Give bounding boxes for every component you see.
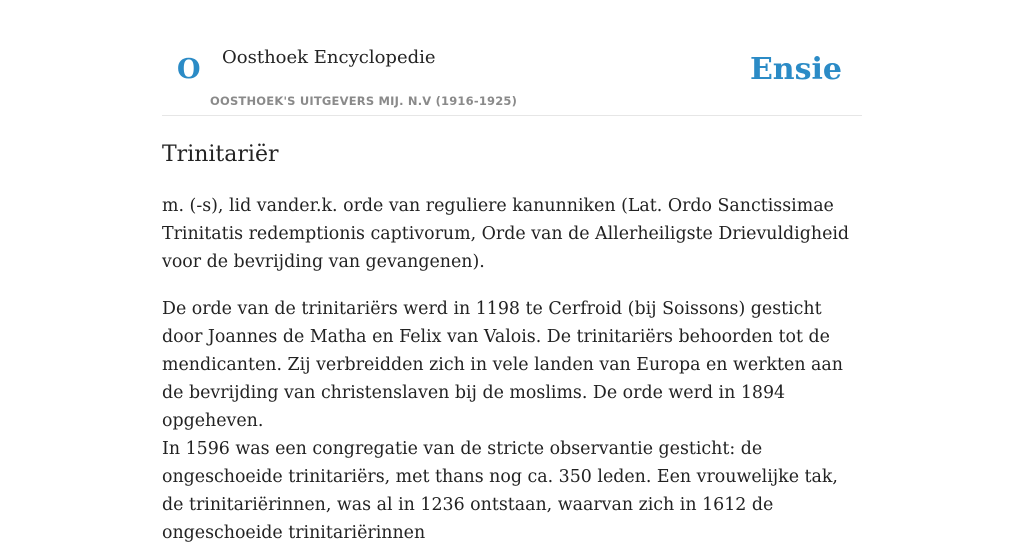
- source-header: [162, 40, 862, 116]
- entry-paragraph-2: De orde van de trinitariërs werd in 1198 te Cerfroid (bij Soissons) gesticht door Joannes de Matha en Felix van Valois. De trinitariërs behoorden tot de mendicanten. Zij verbreidden zich in vele landen van Europa en werkten aan de bevrijding van christenslaven bij de moslims. De orde werd in 1894 opgeheven.: [162, 299, 843, 431]
- source-subtitle: OOSTHOEK'S UITGEVERS MIJ. N.V (1916-1925): [210, 94, 518, 108]
- source-logo[interactable]: O: [177, 54, 201, 85]
- ensie-logo[interactable]: Ensie: [749, 52, 842, 87]
- entry-paragraph-1: m. (-s), lid vander.k. orde van reguliere kanunniken (Lat. Ordo Sanctissimae Trinitatis redemptionis captivorum, Orde van de Allerheiligste Drievuldigheid voor de bevrijding van gevangenen).: [162, 196, 850, 272]
- entry-title: Trinitariër: [162, 142, 279, 167]
- entry-paragraph-3: In 1596 was een congregatie van de stricte observantie gesticht: de ongeschoeide trinitariërs, met thans nog ca. 350 leden. Een vrouwelijke tak, de trinitariërinnen, was al in 1236 ontstaan, waarvan zich in 1612 de ongeschoeide trinitariërinnen: [162, 439, 838, 543]
- source-title[interactable]: Oosthoek Encyclopedie: [222, 47, 436, 68]
